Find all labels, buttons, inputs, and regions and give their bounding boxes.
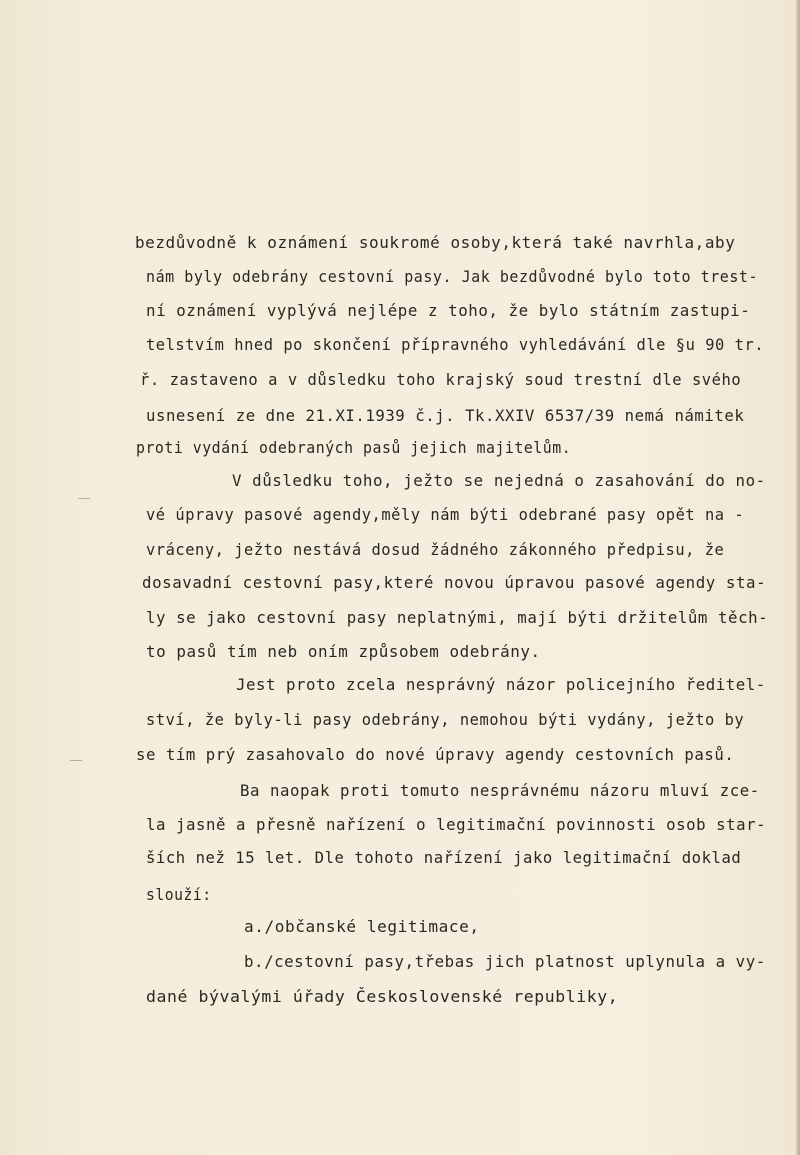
text-line-13: to pasů tím neb oním způsobem odebrány. [146, 643, 541, 661]
text-line-1: bezdůvodně k oznámení soukromé osoby,která také navrhla,aby [135, 234, 736, 252]
text-line-2: nám byly odebrány cestovní pasy. Jak bezdůvodné bylo toto trest- [146, 268, 759, 286]
page-edge [796, 0, 800, 1155]
list-item-a: a./občanské legitimace, [244, 918, 480, 936]
text-line-10: vráceny, ježto nestává dosud žádného zákonného předpisu, že [146, 541, 725, 559]
text-line-9: vé úpravy pasové agendy,měly nám býti odebrané pasy opět na - [146, 506, 745, 524]
text-line-14: Jest proto zcela nesprávný názor policejního ředitel- [236, 676, 766, 694]
text-line-12: ly se jako cestovní pasy neplatnými, mají býti držitelům těch- [146, 609, 769, 627]
text-line-20: slouží: [146, 886, 212, 904]
text-line-17: Ba naopak proti tomuto nesprávnému názoru mluví zce- [240, 782, 760, 800]
margin-mark [78, 498, 90, 499]
text-line-16: se tím prý zasahovalo do nové úpravy agendy cestovních pasů. [136, 746, 735, 764]
list-item-b: b./cestovní pasy,třebas jich platnost uplynula a vy- [244, 953, 766, 971]
text-line-8: V důsledku toho, ježto se nejedná o zasahování do no- [232, 472, 766, 490]
list-item-b-continued: dané bývalými úřady Československé republiky, [146, 988, 619, 1006]
text-line-15: ství, že byly-li pasy odebrány, nemohou býti vydány, ježto by [146, 711, 745, 729]
text-line-19: ších než 15 let. Dle tohoto nařízení jako legitimační doklad [146, 849, 742, 867]
text-line-6: usnesení ze dne 21.XI.1939 č.j. Tk.XXIV 6537/39 nemá námitek [146, 407, 745, 425]
text-line-4: telstvím hned po skončení přípravného vyhledávání dle §u 90 tr. [146, 336, 765, 354]
text-line-5: ř. zastaveno a v důsledku toho krajský soud trestní dle svého [140, 371, 742, 389]
margin-mark [70, 760, 82, 761]
text-line-11: dosavadní cestovní pasy,které novou úpravou pasové agendy sta- [142, 574, 767, 592]
text-line-18: la jasně a přesně nařízení o legitimační povinnosti osob star- [146, 816, 767, 834]
text-line-7: proti vydání odebraných pasů jejich majitelům. [136, 439, 572, 457]
text-line-3: ní oznámení vyplývá nejlépe z toho, že bylo státním zastupi- [146, 302, 751, 320]
